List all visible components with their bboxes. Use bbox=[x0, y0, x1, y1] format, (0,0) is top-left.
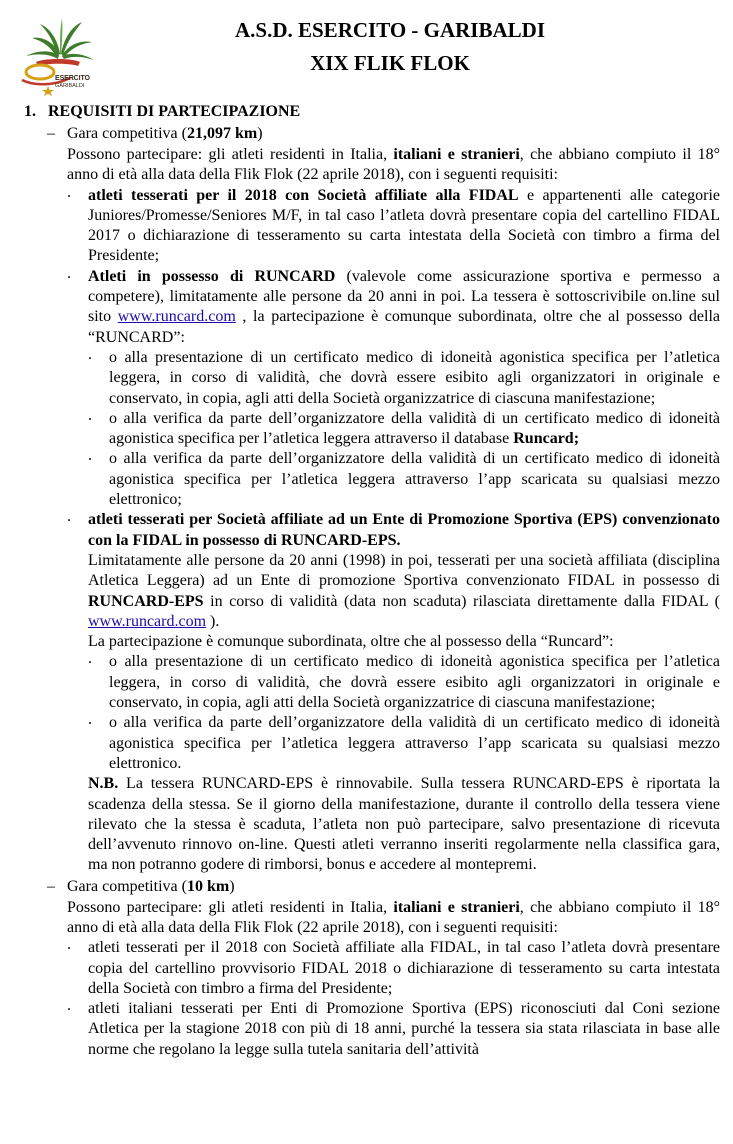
section-title: REQUISITI DI PARTECIPAZIONE bbox=[48, 103, 301, 120]
document-body bbox=[0, 101, 733, 1060]
race-distance: 21,097 km bbox=[186, 125, 258, 142]
bullet-marker: . bbox=[67, 936, 71, 954]
runcard-link[interactable]: www.runcard.com bbox=[88, 612, 207, 630]
document-subtitle: XIX FLIK FLOK bbox=[310, 51, 470, 75]
sub-requirement-item: . o alla presentazione di un certificato medico di idoneità agonistica specifica per l’atletica leggera, in corso di validità, che dovrà essere esibito agli organizzatori in originale e conservato, in copia, agli atti della Società organizzatrice di ciascuna manifestazione; bbox=[88, 650, 720, 712]
document-title: A.S.D. ESERCITO - GARIBALDI bbox=[234, 18, 546, 42]
club-logo bbox=[14, 14, 106, 96]
logo-text-line1: ESERCITO bbox=[55, 75, 90, 82]
requirement-item: . atleti tesserati per il 2018 con Società affiliate alla FIDAL e appartenenti alle categorie Juniores/Promesse/Seniores M/F, in tal caso l’atleta dovrà presentare copia del cartellino FIDAL 2017 o dichiarazione di tesseramento su carta intestata della Società con timbro a firma del Presidente; bbox=[67, 183, 720, 265]
note-paragraph: N.B. La tessera RUNCARD-EPS è rinnovabile. Sulla tessera RUNCARD-EPS è riportata la scadenza della stessa. Se il giorno della manifestazione, durante il controllo della tessera viene rilevato che la stessa è scaduta, l’atleta non può partecipare, salvo presentazione di ricevuta dell’avvenuto rinnovo on-line. Questi atleti verranno inseriti regolarmente nella classifica gara, ma non potranno godere di rimborsi, bonus e accedere al montepremi. bbox=[88, 775, 720, 874]
race-heading-21km: – Gara competitiva (21,097 km) bbox=[0, 123, 733, 145]
section-heading bbox=[0, 101, 733, 123]
sub-requirement-item: . o alla presentazione di un certificato medico di idoneità agonistica specifica per l’atletica leggera, in corso di validità, che dovrà essere esibito agli organizzatori in originale e conservato, in copia, agli atti della Società organizzatrice di ciascuna manifestazione; bbox=[88, 345, 720, 407]
requirement-paragraph: La partecipazione è comunque subordinata, oltre che al possesso della “Runcard”: bbox=[88, 633, 614, 651]
requirement-item: . atleti tesserati per Società affiliate ad un Ente di Promozione Sportiva (EPS) convenzionato con la FIDAL in possesso di RUNCARD-EPS. bbox=[67, 508, 720, 549]
bullet-marker: . bbox=[67, 508, 71, 526]
dash-marker: – bbox=[47, 877, 55, 895]
bullet-marker: . bbox=[88, 406, 92, 424]
bullet-marker: . bbox=[67, 997, 71, 1015]
race-heading-10km: – Gara competitiva (10 km) bbox=[0, 876, 733, 898]
bullet-marker: . bbox=[88, 711, 92, 729]
sub-requirement-item: . o alla verifica da parte dell’organizzatore della validità di un certificato medico di idoneità agonistica specifica per l’atletica leggera attraverso l’app scaricata su qualsiasi mezzo elettronico; bbox=[88, 447, 720, 509]
bullet-marker: . bbox=[88, 345, 92, 363]
bullet-marker: . bbox=[88, 650, 92, 668]
section-number: 1. bbox=[24, 103, 36, 120]
sub-requirement-item: . o alla verifica da parte dell’organizzatore della validità di un certificato medico di idoneità agonistica specifica per l’atletica leggera attraverso l’app scaricata su qualsiasi mezzo elettronico. bbox=[88, 711, 720, 772]
requirement-item: . atleti italiani tesserati per Enti di Promozione Sportiva (EPS) riconosciuti dal Coni sezione Atletica per la stagione 2018 con più di 18 anni, purché la tessera sia stata rilasciata in base alle norme che regolano la legge sulla tutela sanitaria dell’attività bbox=[67, 997, 720, 1058]
bullet-marker: . bbox=[67, 264, 71, 282]
requirement-item: . atleti tesserati per il 2018 con Società affiliate alla FIDAL, in tal caso l’atleta dovrà presentare copia del cartellino provvisorio FIDAL 2018 o dichiarazione di tesseramento su carta intestata della Società con timbro a firma del Presidente; bbox=[67, 936, 720, 997]
race-distance: 10 km bbox=[186, 877, 230, 895]
bullet-marker: . bbox=[88, 447, 92, 465]
race-intro-paragraph: Possono partecipare: gli atleti residenti in Italia, italiani e stranieri, che abbiano compiuto il 18° anno di età alla data della Flik Flok (22 aprile 2018), con i seguenti requisiti: bbox=[67, 146, 720, 184]
logo-text-line2: GARIBALDI bbox=[55, 83, 85, 89]
requirement-paragraph: Limitatamente alle persone da 20 anni (1998) in poi, tesserati per una società affiliata (disciplina Atletica Leggera) ad un Ente di promozione Sportiva convenzionato FIDAL in possesso di RUNCARD-EPS in corso di validità (data non scaduta) rilasciata direttamente dalla FIDAL ( www.runcard.com ). bbox=[88, 551, 720, 630]
bullet-marker: . bbox=[67, 183, 71, 201]
dash-marker: – bbox=[47, 125, 55, 142]
race-intro-paragraph: Possono partecipare: gli atleti residenti in Italia, italiani e stranieri, che abbiano compiuto il 18° anno di età alla data della Flik Flok (22 aprile 2018), con i seguenti requisiti: bbox=[67, 898, 720, 936]
runcard-link[interactable]: www.runcard.com bbox=[117, 308, 236, 326]
requirement-item: . Atleti in possesso di RUNCARD (valevole come assicurazione sportiva e permesso a competere), limitatamente alle persone da 20 anni in poi. La tessera è sottoscrivibile on.line sul sito www.runcard.com , la partecipazione è comunque subordinata, oltre che al possesso della “RUNCARD”: bbox=[67, 264, 721, 346]
sub-requirement-item: . o alla verifica da parte dell’organizzatore della validità di un certificato medico di idoneità agonistica specifica per l’atletica leggera attraverso il database Runcard; bbox=[88, 406, 720, 448]
